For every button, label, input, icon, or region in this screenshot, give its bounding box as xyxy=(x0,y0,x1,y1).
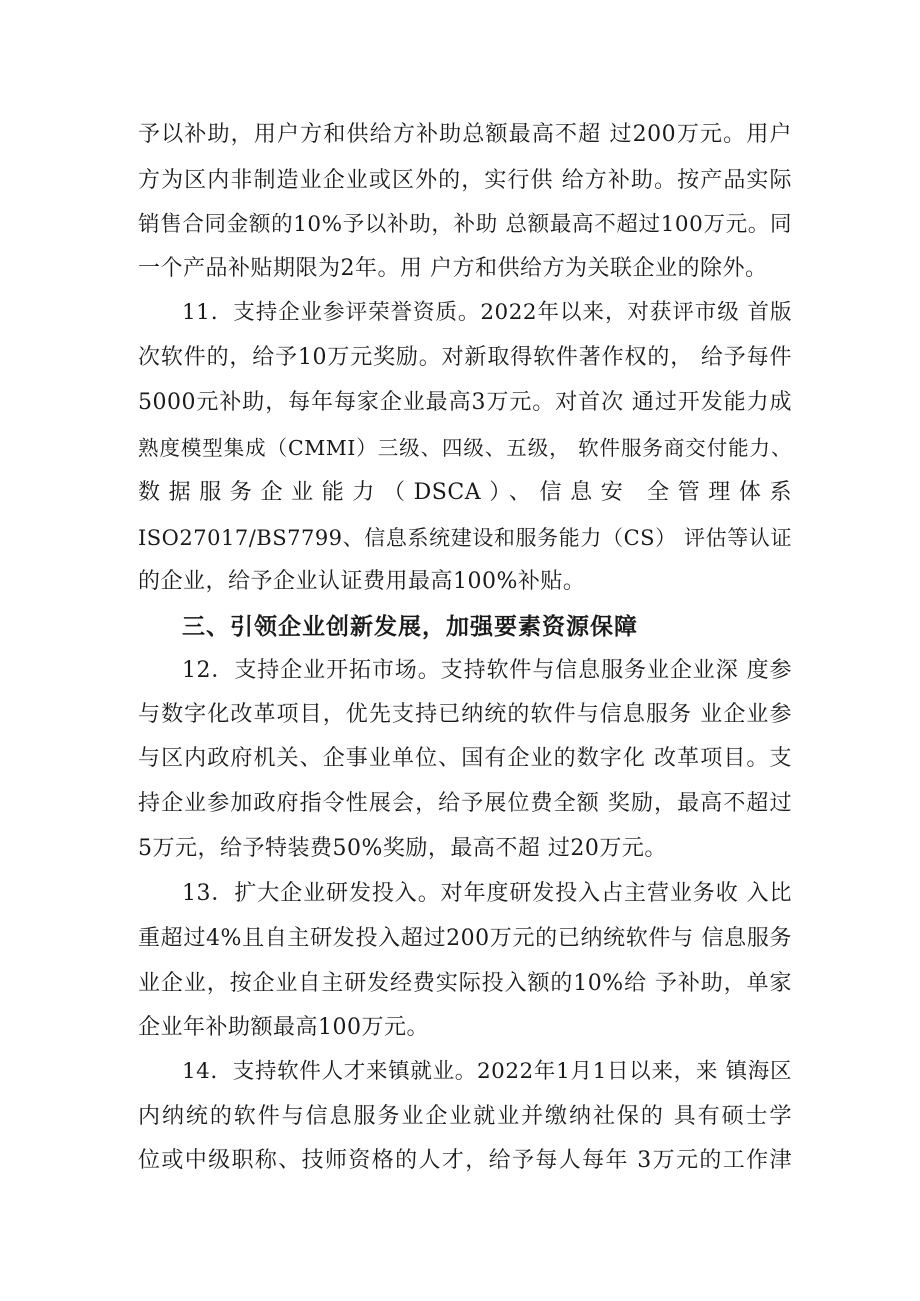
text-line: 企业年补助额最高100万元。 xyxy=(138,1015,429,1040)
text-line: 方为区内非制造业企业或区外的，实行供 给方补助。按产品实际 xyxy=(138,168,792,193)
text-line: 位或中级职称、技师资格的人才，给予每人每年 3万元的工作津 xyxy=(138,1148,792,1173)
text-line: 次软件的，给予10万元奖励。对新取得软件著作权的， 给予每件 xyxy=(138,345,792,370)
text-line: 重超过4%且自主研发投入超过200万元的已纳统软件与 信息服务 xyxy=(138,926,792,951)
text-line: 5万元，给予特装费50%奖励，最高不超 过20万元。 xyxy=(138,836,667,861)
text-line: 与区内政府机关、企事业单位、国有企业的数字化 改革项目。支 xyxy=(138,746,792,771)
text-line: ISO27017/BS7799、信息系统建设和服务能力（CS） 评估等认证 xyxy=(138,526,792,550)
text-line: 5000元补助，每年每家企业最高3万元。对首次 通过开发能力成 xyxy=(138,390,792,415)
text-line: 予以补助，用户方和供给方补助总额最高不超 过200万元。用户 xyxy=(138,122,792,147)
text-line: 11．支持企业参评荣誉资质。2022年以来，对获评市级 首版 xyxy=(182,300,792,325)
text-line: 熟度模型集成（CMMI）三级、四级、五级， 软件服务商交付能力、 xyxy=(138,436,792,460)
text-line: 与数字化改革项目，优先支持已纳统的软件与信息服务 业企业参 xyxy=(138,702,792,727)
text-line: 持企业参加政府指令性展会，给予展位费全额 奖励，最高不超过 xyxy=(138,791,792,816)
text-line: 12．支持企业开拓市场。支持软件与信息服务业企业深 度参 xyxy=(182,658,792,683)
section-heading: 三、引领企业创新发展，加强要素资源保障 xyxy=(182,614,638,640)
text-line: 业企业，按企业自主研发经费实际投入额的10%给 予补助，单家 xyxy=(138,971,792,996)
text-line: 一个产品补贴期限为2年。用 户方和供给方为关联企业的除外。 xyxy=(138,256,768,281)
text-line: 数据服务企业能力（DSCA）、信息安 全管理体系 xyxy=(138,480,792,505)
text-line: 14．支持软件人才来镇就业。2022年1月1日以来，来 镇海区 xyxy=(182,1059,792,1084)
text-line: 13．扩大企业研发投入。对年度研发投入占主营业务收 入比 xyxy=(182,881,792,906)
text-line: 内纳统的软件与信息服务业企业就业并缴纳社保的 具有硕士学 xyxy=(138,1104,792,1129)
text-line: 销售合同金额的10%予以补助，补助 总额最高不超过100万元。同 xyxy=(138,212,792,237)
text-line: 的企业，给予企业认证费用最高100%补贴。 xyxy=(138,569,586,594)
